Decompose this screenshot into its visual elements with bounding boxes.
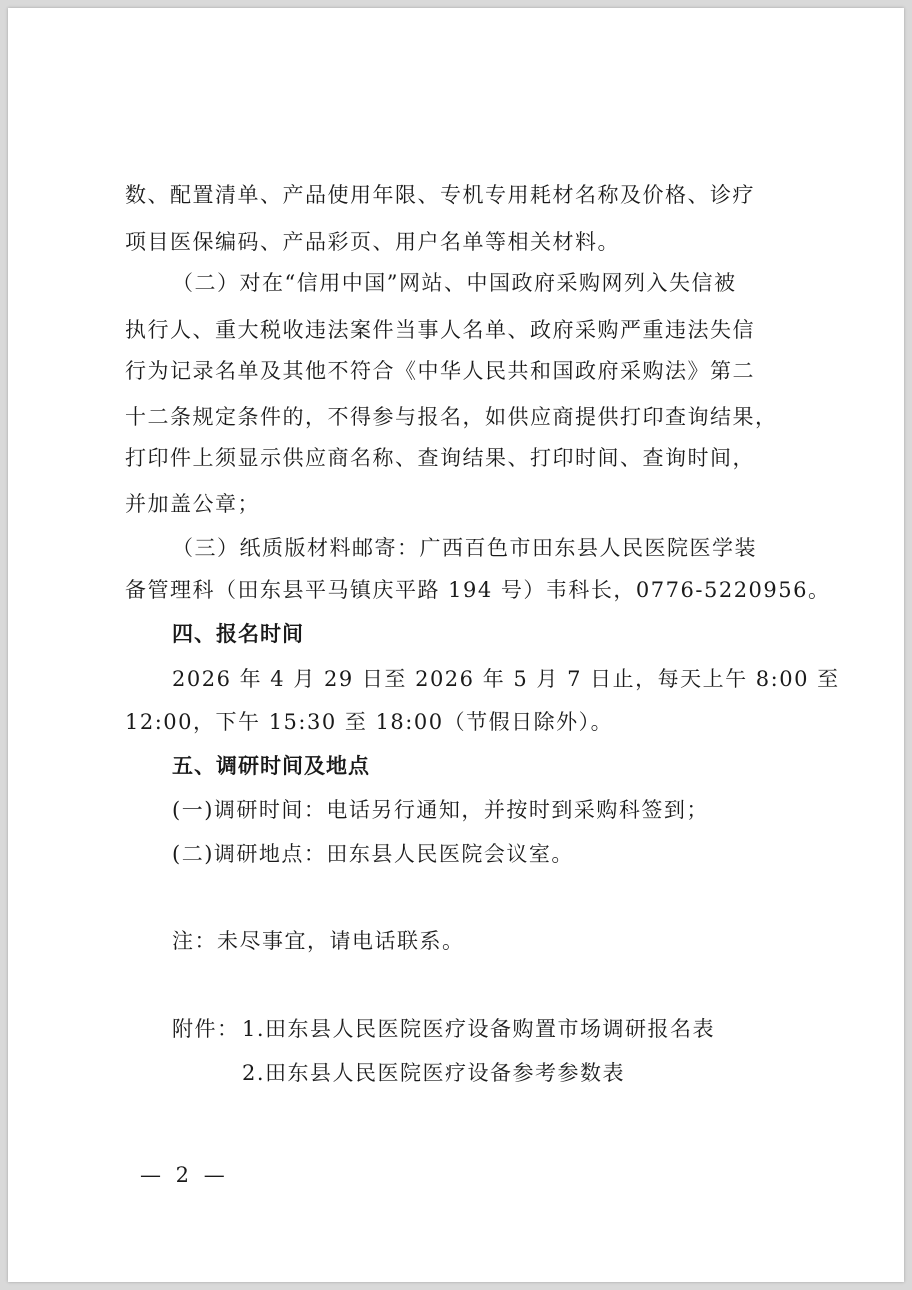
section4-heading: 四、报名时间 <box>172 622 304 646</box>
page-number: — 2 — <box>140 1163 229 1187</box>
section5-item1: (一)调研时间：电话另行通知，并按时到采购科签到； <box>172 798 709 822</box>
para2-line3: 行为记录名单及其他不符合《中华人民共和国政府采购法》第二 <box>125 359 755 383</box>
para3-line2: 备管理科（田东县平马镇庆平路 194 号）韦科长，0776-5220956。 <box>125 578 831 602</box>
note-text: 注：未尽事宜，请电话联系。 <box>172 929 465 953</box>
para2-line1: （二）对在“信用中国”网站、中国政府采购网列入失信被 <box>172 271 737 295</box>
section5-heading: 五、调研时间及地点 <box>172 754 370 778</box>
para2-line4: 十二条规定条件的，不得参与报名，如供应商提供打印查询结果， <box>125 405 778 429</box>
attachment-item-1: 1.田东县人民医院医疗设备购置市场调研报名表 <box>242 1017 716 1041</box>
section4-line1: 2026 年 4 月 29 日至 2026 年 5 月 7 日止，每天上午 8:00 至 <box>172 667 840 691</box>
document-page <box>8 8 904 1282</box>
attachment-label: 附件： <box>172 1017 240 1041</box>
section5-item2: (二)调研地点：田东县人民医院会议室。 <box>172 842 574 866</box>
para2-line5: 打印件上须显示供应商名称、查询结果、打印时间、查询时间， <box>125 446 755 470</box>
para2-line2: 执行人、重大税收违法案件当事人名单、政府采购严重违法失信 <box>125 318 755 342</box>
section4-line2: 12:00，下午 15:30 至 18:00（节假日除外）。 <box>125 710 614 734</box>
para2-line6: 并加盖公章； <box>125 492 260 516</box>
para3-line1: （三）纸质版材料邮寄：广西百色市田东县人民医院医学装 <box>172 536 757 560</box>
para1-line2: 项目医保编码、产品彩页、用户名单等相关材料。 <box>125 230 620 254</box>
attachment-item-2: 2.田东县人民医院医疗设备参考参数表 <box>242 1061 626 1085</box>
para1-line1: 数、配置清单、产品使用年限、专机专用耗材名称及价格、诊疗 <box>125 183 755 207</box>
